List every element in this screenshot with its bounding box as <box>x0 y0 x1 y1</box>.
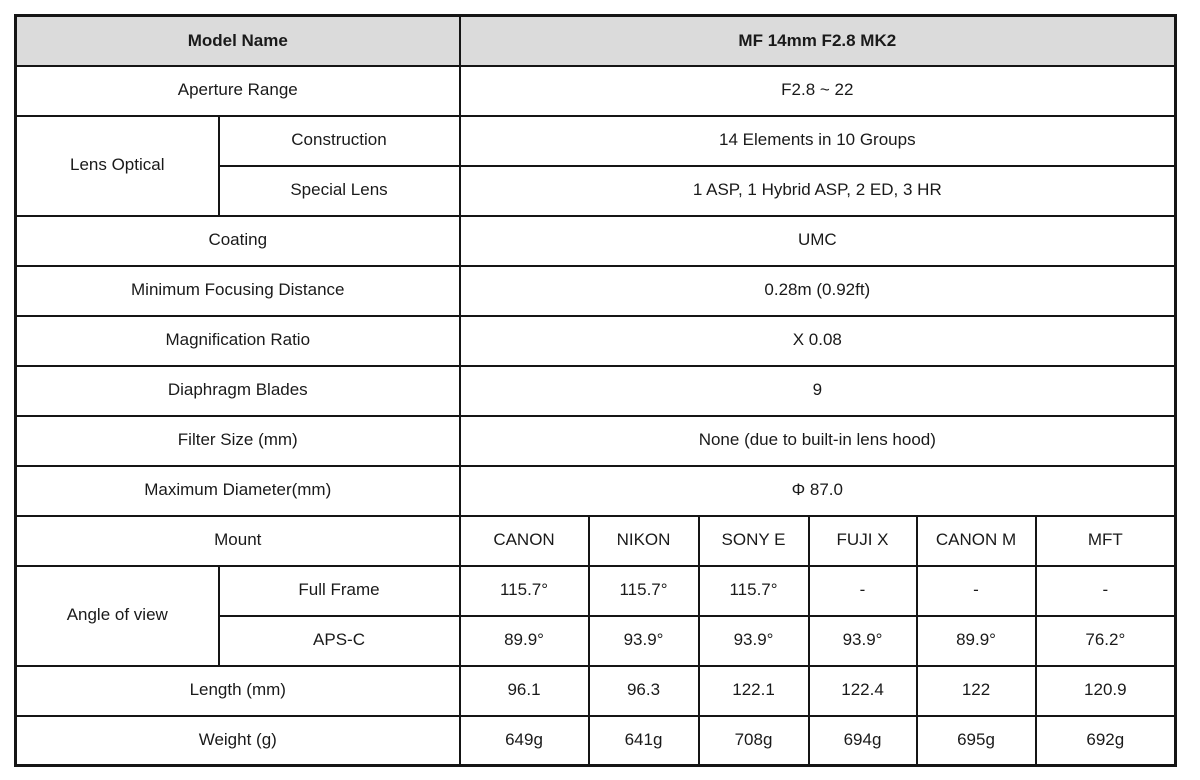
row-diaphragm <box>16 366 1176 416</box>
weight-nikon: 641g <box>589 716 699 766</box>
weight-fuji-x: 694g <box>809 716 917 766</box>
full-frame-fuji-x: - <box>809 566 917 616</box>
weight-sony-e: 708g <box>699 716 809 766</box>
length-label: Length (mm) <box>16 666 460 716</box>
mount-col-canon-m: CANON M <box>917 516 1036 566</box>
full-frame-canon-m: - <box>917 566 1036 616</box>
aps-c-canon-m: 89.9° <box>917 616 1036 666</box>
full-frame-sony-e: 115.7° <box>699 566 809 616</box>
construction-value: 14 Elements in 10 Groups <box>460 116 1176 166</box>
aps-c-nikon: 93.9° <box>589 616 699 666</box>
filter-size-value: None (due to built-in lens hood) <box>460 416 1176 466</box>
aps-c-fuji-x: 93.9° <box>809 616 917 666</box>
row-mount <box>16 516 1176 566</box>
full-frame-label: Full Frame <box>219 566 460 616</box>
min-focus-label: Minimum Focusing Distance <box>16 266 460 316</box>
row-weight <box>16 716 1176 766</box>
mount-label: Mount <box>16 516 460 566</box>
max-diameter-value: Φ 87.0 <box>460 466 1176 516</box>
max-diameter-label: Maximum Diameter(mm) <box>16 466 460 516</box>
row-angle-full-frame <box>16 566 1176 616</box>
full-frame-mft: - <box>1036 566 1176 616</box>
row-max-diameter <box>16 466 1176 516</box>
length-canon: 96.1 <box>460 666 589 716</box>
row-construction <box>16 116 1176 166</box>
full-frame-nikon: 115.7° <box>589 566 699 616</box>
aps-c-label: APS-C <box>219 616 460 666</box>
mount-col-canon: CANON <box>460 516 589 566</box>
filter-size-label: Filter Size (mm) <box>16 416 460 466</box>
aperture-range-label: Aperture Range <box>16 66 460 116</box>
coating-value: UMC <box>460 216 1176 266</box>
mount-col-mft: MFT <box>1036 516 1176 566</box>
coating-label: Coating <box>16 216 460 266</box>
aps-c-mft: 76.2° <box>1036 616 1176 666</box>
lens-spec-table <box>14 14 1177 767</box>
weight-canon-m: 695g <box>917 716 1036 766</box>
lens-optical-group-label: Lens Optical <box>16 116 219 216</box>
length-mft: 120.9 <box>1036 666 1176 716</box>
row-min-focus <box>16 266 1176 316</box>
length-fuji-x: 122.4 <box>809 666 917 716</box>
row-filter-size <box>16 416 1176 466</box>
row-coating <box>16 216 1176 266</box>
model-name-value: MF 14mm F2.8 MK2 <box>460 16 1176 66</box>
special-lens-label: Special Lens <box>219 166 460 216</box>
weight-canon: 649g <box>460 716 589 766</box>
mount-col-nikon: NIKON <box>589 516 699 566</box>
weight-label: Weight (g) <box>16 716 460 766</box>
min-focus-value: 0.28m (0.92ft) <box>460 266 1176 316</box>
angle-of-view-group-label: Angle of view <box>16 566 219 666</box>
construction-label: Construction <box>219 116 460 166</box>
special-lens-value: 1 ASP, 1 Hybrid ASP, 2 ED, 3 HR <box>460 166 1176 216</box>
diaphragm-value: 9 <box>460 366 1176 416</box>
length-nikon: 96.3 <box>589 666 699 716</box>
row-magnification <box>16 316 1176 366</box>
magnification-label: Magnification Ratio <box>16 316 460 366</box>
length-canon-m: 122 <box>917 666 1036 716</box>
row-aperture-range <box>16 66 1176 116</box>
aps-c-sony-e: 93.9° <box>699 616 809 666</box>
model-name-label: Model Name <box>16 16 460 66</box>
magnification-value: X 0.08 <box>460 316 1176 366</box>
row-length <box>16 666 1176 716</box>
mount-col-sony-e: SONY E <box>699 516 809 566</box>
weight-mft: 692g <box>1036 716 1176 766</box>
row-model-name <box>16 16 1176 66</box>
full-frame-canon: 115.7° <box>460 566 589 616</box>
aps-c-canon: 89.9° <box>460 616 589 666</box>
diaphragm-label: Diaphragm Blades <box>16 366 460 416</box>
length-sony-e: 122.1 <box>699 666 809 716</box>
aperture-range-value: F2.8 ~ 22 <box>460 66 1176 116</box>
mount-col-fuji-x: FUJI X <box>809 516 917 566</box>
